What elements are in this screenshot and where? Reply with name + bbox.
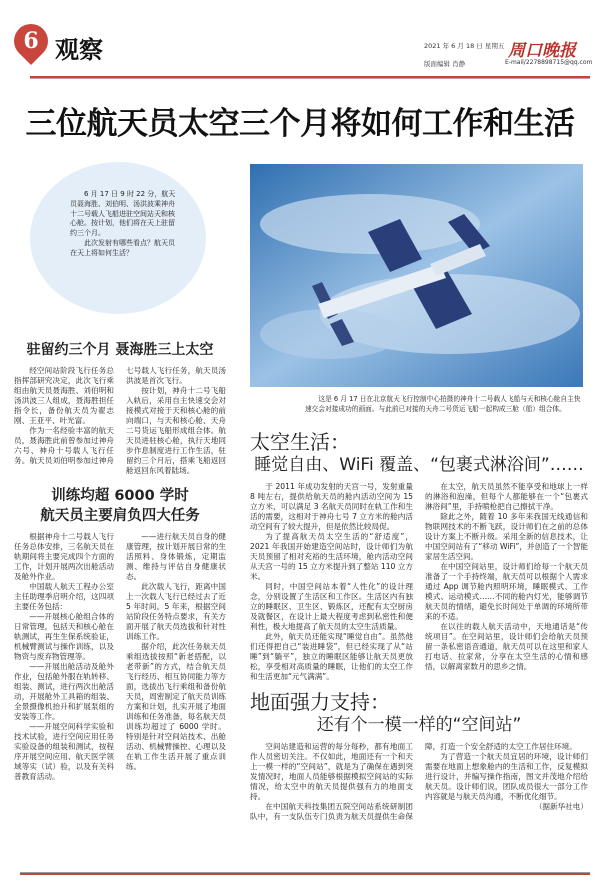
page-editor: 版面编辑 肖静: [424, 60, 466, 68]
paragraph: ——进行航天员自身的健康管理，按计划开展日常的生活照料、身体锻炼，定期监测、维持与评估自身健康状态。: [126, 532, 226, 581]
footer-divider: [20, 872, 590, 875]
section3-body: [250, 482, 588, 682]
section3-title: 太空生活：: [250, 430, 350, 454]
section2-body: [14, 532, 226, 782]
photo-caption: [305, 394, 583, 414]
paragraph: 同时，中国空间站本着“人性化”的设计理念，分别设置了生活区和工作区。生活区内有独立的睡眠区、卫生区、锻炼区，还配有太空厨房及就餐区，在设计上最大程度考虑到私密性和便利性，极大地提高了航天员的太空生活质量。: [250, 582, 413, 631]
lead-paragraph: 6 月 17 日 9 时 22 分，航天员聂海胜、刘伯明、汤洪波乘神舟十二号载人飞船进驻空间站天和核心舱。按计划，他们将在天上驻留约三个月。: [70, 190, 176, 238]
section1-title: 驻留约三个月 聂海胜三上太空: [26, 342, 214, 358]
article-source: （据新华社电）: [534, 802, 588, 811]
paragraph: 在以往的载人航天活动中，天地通话是“传统项目”。在空间站里，设计师们会给航天员预留一条私密语音通道，航天员可以在这里和家人打电话、拉家常，分享在太空生活的心情和感悟，以解离家数月的思乡之情。: [425, 622, 588, 671]
paragraph: 空间站建造和运营的每分每秒，都有地面工作人员密切关注。不仅如此，地面还有一个和天上一模一样的“空间站”，就是为了确保在遇到突发情况时，地面人员能够根据模拟空间站的实际情况，给太空中的航天员提供强有力的地面支持。: [250, 742, 413, 801]
lead-paragraph: 此次发射有哪些看点？航天员在天上将如何生活？: [70, 238, 175, 257]
paragraph: 按计划，神舟十二号飞船入轨后，采用自主快速交会对接模式对接于天和核心舱的前向端口，与天和核心舱、天舟二号货运飞船形成组合体。航天员进驻核心舱，执行天地同步作息制度进行工作生活，驻留约三个月后，搭乘飞船返回舱返回东风着陆场。: [126, 386, 226, 475]
paragraph: 为了营造一个航天员宜居的环境，设计师们需要在地面上想象舱内的生活和工作，反复模拟进行设计，并编写操作指南，图文并茂地介绍给航天员。设计师们说，团队成员很大一部分工作内容就是与航天员沟通，不断优化细节。: [425, 752, 588, 801]
paragraph: 在中国航天科技集团五院空间站系统研制团队中，有一支队伍专门负责为航天员提供生命保障，打造一个安全舒适的太空工作居住环境。: [250, 742, 577, 821]
contact-email: E-mail/2278898715@qq.com: [505, 59, 593, 66]
paragraph: 于 2011 年成功发射的天宫一号，发射重量 8 吨左右，提供给航天员的舱内活动空间为 15 立方米，可以满足 3 名航天员同时在轨工作和生活的需要，这相对于神舟七号 7 立方米的舱内活动空间有了较大提升，但是依然比较局促。: [250, 482, 413, 531]
section4-subtitle: 还有个一模一样的“空间站”: [316, 715, 522, 735]
lead-text: [70, 190, 176, 259]
page-number: 6: [23, 28, 39, 54]
page-headline: 三位航天员太空三个月将如何工作和生活: [25, 106, 575, 142]
space-station-photo: [250, 164, 583, 387]
section2-title-line1: 训练均超 6000 学时: [51, 488, 189, 504]
paragraph: 为了提高航天员太空生活的“舒适度”，2021 年我国开始建造空间站时，设计师们为航天员预留了相对充裕的生活环境，舱内活动空间从天宫一号的 15 立方米提升到了整站 110 立方米。: [250, 532, 413, 581]
paragraph: ——开展空间科学实验和技术试验，进行空间应用任务实验设备的组装和测试，按程序开展空间应用、航天医学领域等实（试）验，以及有关科普教育活动。: [14, 722, 114, 781]
photo-caption-text: 这是 6 月 17 日在北京航天飞行控制中心拍摄的神舟十二号载人飞船与天和核心舱自主快速交会对接成功的画面。与此前已对接的天舟二号货运飞船一起构成三舱（船）组合体。: [305, 395, 581, 413]
section2-title-line2: 航天员主要肩负四大任务: [40, 508, 200, 524]
paragraph: 此次载人飞行，距离中国上一次载人飞行已经过去了近 5 年时间。5 年来，根据空间站阶段任务特点要求，有关方面开展了航天员选拔和针对性训练工作。: [126, 582, 226, 641]
right-column: [250, 430, 588, 822]
newspaper-logo: 周口晚报: [508, 41, 576, 61]
paragraph: 在太空，航天员虽然不能享受和地球上一样的淋浴和泡澡，但每个人都能够在一个“包裹式淋浴间”里，手持喷枪把自己擦拭干净。: [425, 482, 588, 511]
section4-title: 地面强力支持：: [250, 690, 390, 714]
paragraph: 作为一名经验丰富的航天员，聂海胜此前曾参加过神舟六号、神舟十号载人飞行任务。航天员刘伯明参加过神舟七号载人飞行任务，航天员汤洪波是首次飞行。: [14, 366, 226, 465]
paragraph: 中国载人航天工程办公室主任助理季启明介绍，这四项主要任务包括：: [14, 582, 114, 611]
paragraph: 据介绍，此次任务航天员乘组选拔按照“新老搭配，以老带新”的方式，结合航天员飞行经历、相互协同能力等方面，选拔出飞行乘组和备份航天员，周密制定了航天员训练方案和计划，扎实开展了地面训练和任务准备，每名航天员训练均超过了 6000 学时。特别是针对空间站技术、出舱活动、机械臂操控、心理以及在轨工作生活开展了重点训练。: [126, 642, 226, 771]
section-name: 观察: [55, 35, 103, 64]
issue-date: 2021 年 6 月 18 日 星期五: [424, 42, 505, 50]
section4-body: [250, 742, 588, 822]
paragraph: ——开展出舱活动及舱外作业，包括舱外服在轨转移、组装、测试，进行两次出舱活动，开展舱外工具箱的组装、全景摄像机抬升和扩展泵组的安装等工作。: [14, 662, 114, 721]
section3-subtitle: 睡觉自由、WiFi 覆盖、“包裹式淋浴间”……: [254, 455, 584, 475]
paragraph: 除此之外，随着 10 多年来我国无线通信和物联网技术的不断飞跃，设计师们在之前的总体设计方案上不断升级。采用全新的信息技术，让中国空间站有了“移动 WiFi”，并创造了一个智能家居生活空间。: [425, 512, 588, 561]
header-divider: [30, 76, 590, 79]
left-column: [14, 340, 226, 782]
paragraph: 经空间站阶段飞行任务总指挥部研究决定，此次飞行乘组由航天员聂海胜、刘伯明和汤洪波三人组成，聂海胜担任指令长，备份航天员为翟志刚、王亚平、叶光富。: [14, 366, 114, 425]
section2-title: [14, 486, 226, 526]
paragraph: 此外，航天员还能实现“睡觉自由”。虽然他们还得把自己“装进睡袋”，但已经实现了从“站睡”到“躺平”，独立的睡眠区能够让航天员更放松，享受相对高质量的睡眠，让他们的太空工作和生活更加“元气满满”。: [250, 632, 413, 681]
section1-body: [14, 366, 226, 476]
paragraph: 在中国空间站里，设计师们给每一个航天员准备了一个手持终端，航天员可以根据个人需求通过 App 调节舱内照明环境，睡眠模式、工作模式、运动模式……不同的舱内灯光，能够调节航天员的情绪，避免长时间处于单调的环境所带来的不适。: [425, 562, 588, 621]
page-number-pin-icon: [7, 17, 55, 65]
paragraph: ——开展核心舱组合体的日常管理，包括天和核心舱在轨测试，再生生保系统验证，机械臂测试与操作训练，以及物资与废弃物管理等。: [14, 612, 114, 661]
paragraph: 根据神舟十二号载人飞行任务总体安排，三名航天员在轨期间将主要完成四个方面的工作，计划开展两次出舱活动及舱外作业。: [14, 532, 114, 581]
